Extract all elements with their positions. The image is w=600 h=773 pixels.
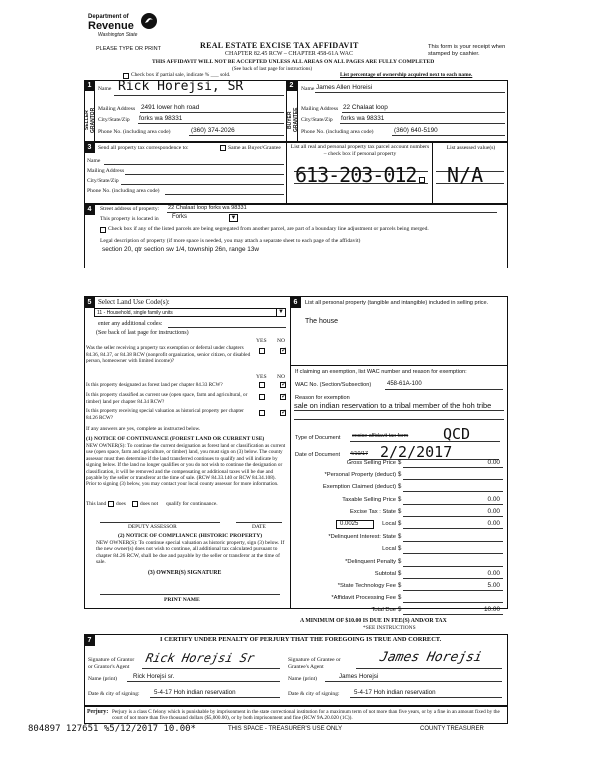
excise-tax-state-value[interactable]: 0.00 [487,508,500,515]
buyer-name-label: Name [301,86,315,92]
grantee-print-value[interactable]: James Horejsi [339,673,379,680]
open-space-question: Is this property classified as current use (open space, farm and agricultural, or timber) land per chapter 84.34 RCW? [86,392,248,405]
parcel-number-value[interactable]: 613-203-012 [295,163,417,187]
section-3-badge: 3 [84,142,95,153]
section-7-badge: 7 [84,635,95,646]
seller-city-value[interactable]: forks wa 98331 [139,115,183,122]
ownership-pct-label: List percentage of ownership acquired next to each name. [340,72,473,78]
wac-intro: If claiming an exemption, list WAC number and reason for exemption: [295,369,467,375]
grantee-date-label: Date & city of signing: [288,691,340,697]
personal-property-checkbox[interactable] [419,177,425,183]
delinquent-penalty-dollar: $ [398,559,402,565]
technology-fee-label: *State Technology Fee [337,583,396,589]
subtotal-dollar: $ [398,571,402,577]
does-not-checkbox[interactable] [132,501,138,507]
yes-header-1: YES [256,338,267,344]
no-header-2: NO [277,374,286,380]
see-instructions: *SEE INSTRUCTIONS [363,625,416,631]
section-4-badge: 4 [84,204,95,215]
buyer-name-value[interactable]: James Allen Horeisi [316,84,373,91]
total-due-value[interactable]: 10.00 [484,606,500,613]
forest-question: Is this property designated as forest land per chapter 84.33 RCW? [86,382,223,388]
additional-codes-label: enter any additional codes: [98,321,163,327]
delinquent-interest-local-dollar: $ [398,546,402,552]
buyer-city-value[interactable]: forks wa 98331 [341,115,385,122]
subtotal-label: Subtotal [374,571,396,577]
grantor-date-value[interactable]: 5-4-17 Hoh indian reservation [154,689,236,696]
seller-mailing-value[interactable]: 2491 lower hoh road [141,104,200,111]
buyer-mailing-value[interactable]: 22 Chalaat loop [343,104,388,111]
assessed-value-label: List assessed value(s) [446,145,496,151]
instructions-note: (See back of last page for instructions) [232,66,313,72]
historic-yes-checkbox[interactable] [259,410,265,416]
dor-logo [88,14,158,44]
seller-name-label: Name [98,86,112,92]
partial-sale-label: Check box if partial sale, indicate % ___ sold. [131,72,231,78]
legal-description-value[interactable]: section 20, qtr section sw 1/4, township 26n, range 13w [102,246,260,253]
excise-tax-local-value[interactable]: 0.00 [487,520,500,527]
agency-line1: Department of [88,14,129,20]
open-space-yes-checkbox[interactable] [259,394,265,400]
buyer-mailing-label: Mailing Address [301,106,339,112]
corr-mailing-label: Mailing Address [87,168,125,174]
forest-yes-checkbox[interactable] [259,382,265,388]
grantor-signature-label: Signature of Grantor or Grantor's Agent [88,657,135,670]
agency-line3: Washington State [98,32,138,38]
technology-fee-value[interactable]: 5.00 [487,582,500,589]
form-warning: THIS AFFIDAVIT WILL NOT BE ACCEPTED UNLESS ALL AREAS ON ALL PAGES ARE FULLY COMPLETED [152,59,435,65]
total-due-label: Total Due [371,607,396,613]
seller-side-label: SELLER GRANTOR [84,107,96,133]
section-2-badge: 2 [286,80,297,91]
taxable-selling-price-value[interactable]: 0.00 [487,496,500,503]
does-label: does [116,501,126,507]
doc-date-label: Date of Document [295,452,341,458]
seller-phone-value[interactable]: (360) 374-2026 [191,127,235,134]
section-6-badge: 6 [290,297,301,308]
land-use-dropdown-icon[interactable]: ▼ [276,309,285,316]
seller-city-label: City/State/Zip [98,117,130,123]
open-space-no-checkbox[interactable] [280,394,286,400]
grantor-signature[interactable]: Rick Horejsi Sr [144,651,256,665]
delinquent-interest-state-label: *Delinquent Interest: State [328,534,396,540]
reason-label: Reason for exemption [295,395,350,401]
exemption-claimed-dollar: $ [398,484,402,490]
personal-property-deduct-label: *Personal Property (deduct) [324,472,396,478]
located-in-dropdown-icon[interactable]: ▼ [230,215,237,221]
land-use-see-back: (See back of last page for instructions) [96,330,189,336]
land-does-label: This land [86,501,107,507]
form-chapter: CHAPTER 82.45 RCW – CHAPTER 458-61A WAC [225,51,353,57]
perjury-label: Perjury: [87,709,109,715]
buyer-city-label: City/State/Zip [301,117,333,123]
doc-date-value[interactable]: 4/10/17 [350,451,368,457]
agency-line2: Revenue [88,20,134,32]
corr-phone-label: Phone No. (including area code) [87,188,160,194]
delinquent-penalty-label: *Delinquent Penalty [345,559,396,565]
owner-signature-label: (3) OWNER(S) SIGNATURE [148,570,222,576]
corr-name-label: Name [87,158,101,164]
land-use-select[interactable] [94,308,286,317]
wac-value[interactable]: 458-61A-100 [387,381,422,387]
forest-no-checkbox[interactable] [280,382,286,388]
technology-fee-dollar: $ [398,583,402,589]
dor-swirl-icon [140,12,158,30]
send-correspondence-label: Send all property tax correspondence to: [98,145,189,151]
grantee-signature-label: Signature of Grantee or Grantee's Agent [288,657,341,670]
treasurer-use-label: THIS SPACE - TREASURER'S USE ONLY [228,726,343,732]
taxable-selling-price-label: Taxable Selling Price [342,497,396,503]
gross-selling-price-label: Gross Selling Price [346,460,396,466]
taxable-selling-price-dollar: $ [398,497,402,503]
section-1-badge: 1 [84,80,95,91]
segregated-checkbox[interactable] [100,227,106,233]
personal-property-label: List all personal property (tangible and intangible) included in selling price. [305,300,489,306]
property-box [84,204,508,268]
corr-city-label: City/State/Zip [87,178,119,184]
processing-fee-label: *Affidavit Processing Fee [331,595,396,601]
receipt-note: This form is your receipt when stamped by cashier. [428,44,506,57]
gross-selling-price-dollar: $ [398,460,402,466]
total-due-dollar: $ [398,607,402,613]
grantee-print-label: Name (print) [288,676,318,682]
if-yes-instruction: If any answers are yes, complete as instructed below. [86,426,201,432]
wac-label: WAC No. (Section/Subsection) [295,382,372,388]
does-not-label: does not [140,501,159,507]
street-address-label: Street address of property: [100,206,160,212]
exemption-claimed-label: Exemption Claimed (deduct) [322,484,396,490]
form-title: REAL ESTATE EXCISE TAX AFFIDAVIT [200,41,359,50]
assessor-date-label: DATE [252,524,266,530]
same-as-buyer-checkbox[interactable] [220,145,226,151]
same-as-buyer-label: Same as Buyer/Grantee [228,145,281,151]
segregated-label: Check box if any of the listed parcels are being segregated from another parcel, are part of a boundary line adjustment or parcels being merged. [108,226,429,232]
gross-selling-price-value[interactable]: 0.00 [487,459,500,466]
county-treasurer-label: COUNTY TREASURER [420,726,484,732]
certify-statement: I CERTIFY UNDER PENALTY OF PERJURY THAT THE FOREGOING IS TRUE AND CORRECT. [160,636,442,643]
notice1-body: NEW OWNER(S): To continue the current designation as forest land or classification as current use (open space, farm and agriculture, or timber) land, you must sign on (3) below. The county assessor must then determine if the land transferred continues to qualify and will indicate by signing below. If the land no longer qualifies or you do not wish to continue the designation or classification, it will be removed and the compensating or additional taxes will be due and payable by the seller or transferor at the time of sale. (RCW 84.33.140 or RCW 84.34.108). Prior to signing (3) below, you may contact your local county assessor for more information. [86,443,286,488]
notice2-title: (2) NOTICE OF COMPLIANCE (HISTORIC PROPERTY) [118,533,263,539]
exemption-no-checkbox[interactable] [280,348,286,354]
grantee-date-value[interactable]: 5-4-17 Hoh indian reservation [354,689,436,696]
located-in-value[interactable]: Forks [172,214,187,220]
section-5-badge: 5 [84,297,95,308]
yes-header-2: YES [256,374,267,380]
please-type: PLEASE TYPE OR PRINT [96,46,162,52]
excise-tax-local-label: Local [382,521,396,527]
grantor-print-label: Name (print) [88,676,118,682]
buyer-phone-value[interactable]: (360) 640-5190 [394,127,438,134]
deputy-assessor-label: DEPUTY ASSESSOR [128,524,177,530]
historic-question: Is this property receiving special valuation as historical property per chapter 84.26 RCW? [86,408,244,421]
legal-description-label: Legal description of property (if more space is needed, you may attach a separate sheet to each page of the affidavit) [100,238,361,244]
no-header-1: NO [277,338,286,344]
street-address-value[interactable]: 22 Chalaat loop forks wa 98331 [168,205,247,211]
land-use-select-value: 11 - Household, single family units [97,310,173,316]
exemption-yes-checkbox[interactable] [259,348,265,354]
located-in-label: This property is located in [100,216,159,222]
doc-type-handwritten[interactable]: QCD [443,425,471,443]
excise-tax-local-dollar: $ [398,521,402,527]
doc-type-label: Type of Document [295,435,341,441]
notice2-body: NEW OWNER(S): To continue special valuation as historic property, sign (3) below. If the new owner(s) does not wish to continue, all additional tax calculated pursuant to chapter 84.26 RCW, shall be due and payable by the seller or transferor at the time of sale. [96,540,285,566]
doc-type-value[interactable]: excise affidavit tax form [352,433,409,439]
seller-name-value[interactable]: Rick Horejsi, SR [118,79,244,94]
print-name-label: PRINT NAME [164,597,200,603]
personal-property-value[interactable]: The house [305,318,339,325]
reason-value[interactable]: sale on indian reservation to a tribal member of the hoh tribe [294,401,492,410]
excise-tax-state-label: Excise Tax : State [350,509,396,515]
grantee-signature[interactable]: James Horejsi [378,650,484,665]
processing-fee-dollar: $ [398,595,402,601]
local-tax-rate[interactable]: 0.0025 [336,520,374,529]
delinquent-interest-local-label: Local [382,546,396,552]
delinquent-interest-state-dollar: $ [398,534,402,540]
qualify-label: qualify for continuance. [166,501,218,507]
select-land-use-label: Select Land Use Code(s): [98,298,170,306]
recording-stamp: 804897 127651 %5/12/2017 10.00* [28,724,196,734]
exemption-question: Was the seller receiving a property tax exemption or deferral under chapters 84.36, 84.37, or 84.38 RCW (nonprofit organization, senior citizen, or disabled person, homeowner with limited income)? [86,345,251,364]
doc-date-handwritten[interactable]: 2/2/2017 [380,443,453,461]
historic-no-checkbox[interactable] [280,410,286,416]
subtotal-value[interactable]: 0.00 [487,570,500,577]
seller-phone-label: Phone No. (including area code) [98,129,171,135]
minimum-note: A MINIMUM OF $10.00 IS DUE IN FEE(S) AND/OR TAX [300,618,447,624]
buyer-side-label: BUYER GRANTEE [287,107,299,133]
assessed-value[interactable]: N/A [447,163,484,187]
grantor-date-label: Date & city of signing: [88,691,140,697]
perjury-text: Perjury is a class C felony which is punishable by imprisonment in the state correctional institution for a maximum term of not more than five years, or by a fine in an amount fixed by the court of not more than five thousand dollars ($5,000.00), or by both imprisonment and fine (RCW 9A.20.020 (1C)). [112,709,500,722]
seller-mailing-label: Mailing Address [98,106,136,112]
excise-tax-state-dollar: $ [398,509,402,515]
buyer-phone-label: Phone No. (including area code) [301,129,374,135]
personal-property-deduct-dollar: $ [398,472,402,478]
notice1-title: (1) NOTICE OF CONTINUANCE (FOREST LAND OR CURRENT USE) [86,436,265,442]
does-checkbox[interactable] [108,501,114,507]
grantor-print-value[interactable]: Rick Horejsi sr. [133,673,175,680]
parcel-accounts-label: List all real and personal property tax parcel account numbers – check box if personal property [290,144,430,157]
